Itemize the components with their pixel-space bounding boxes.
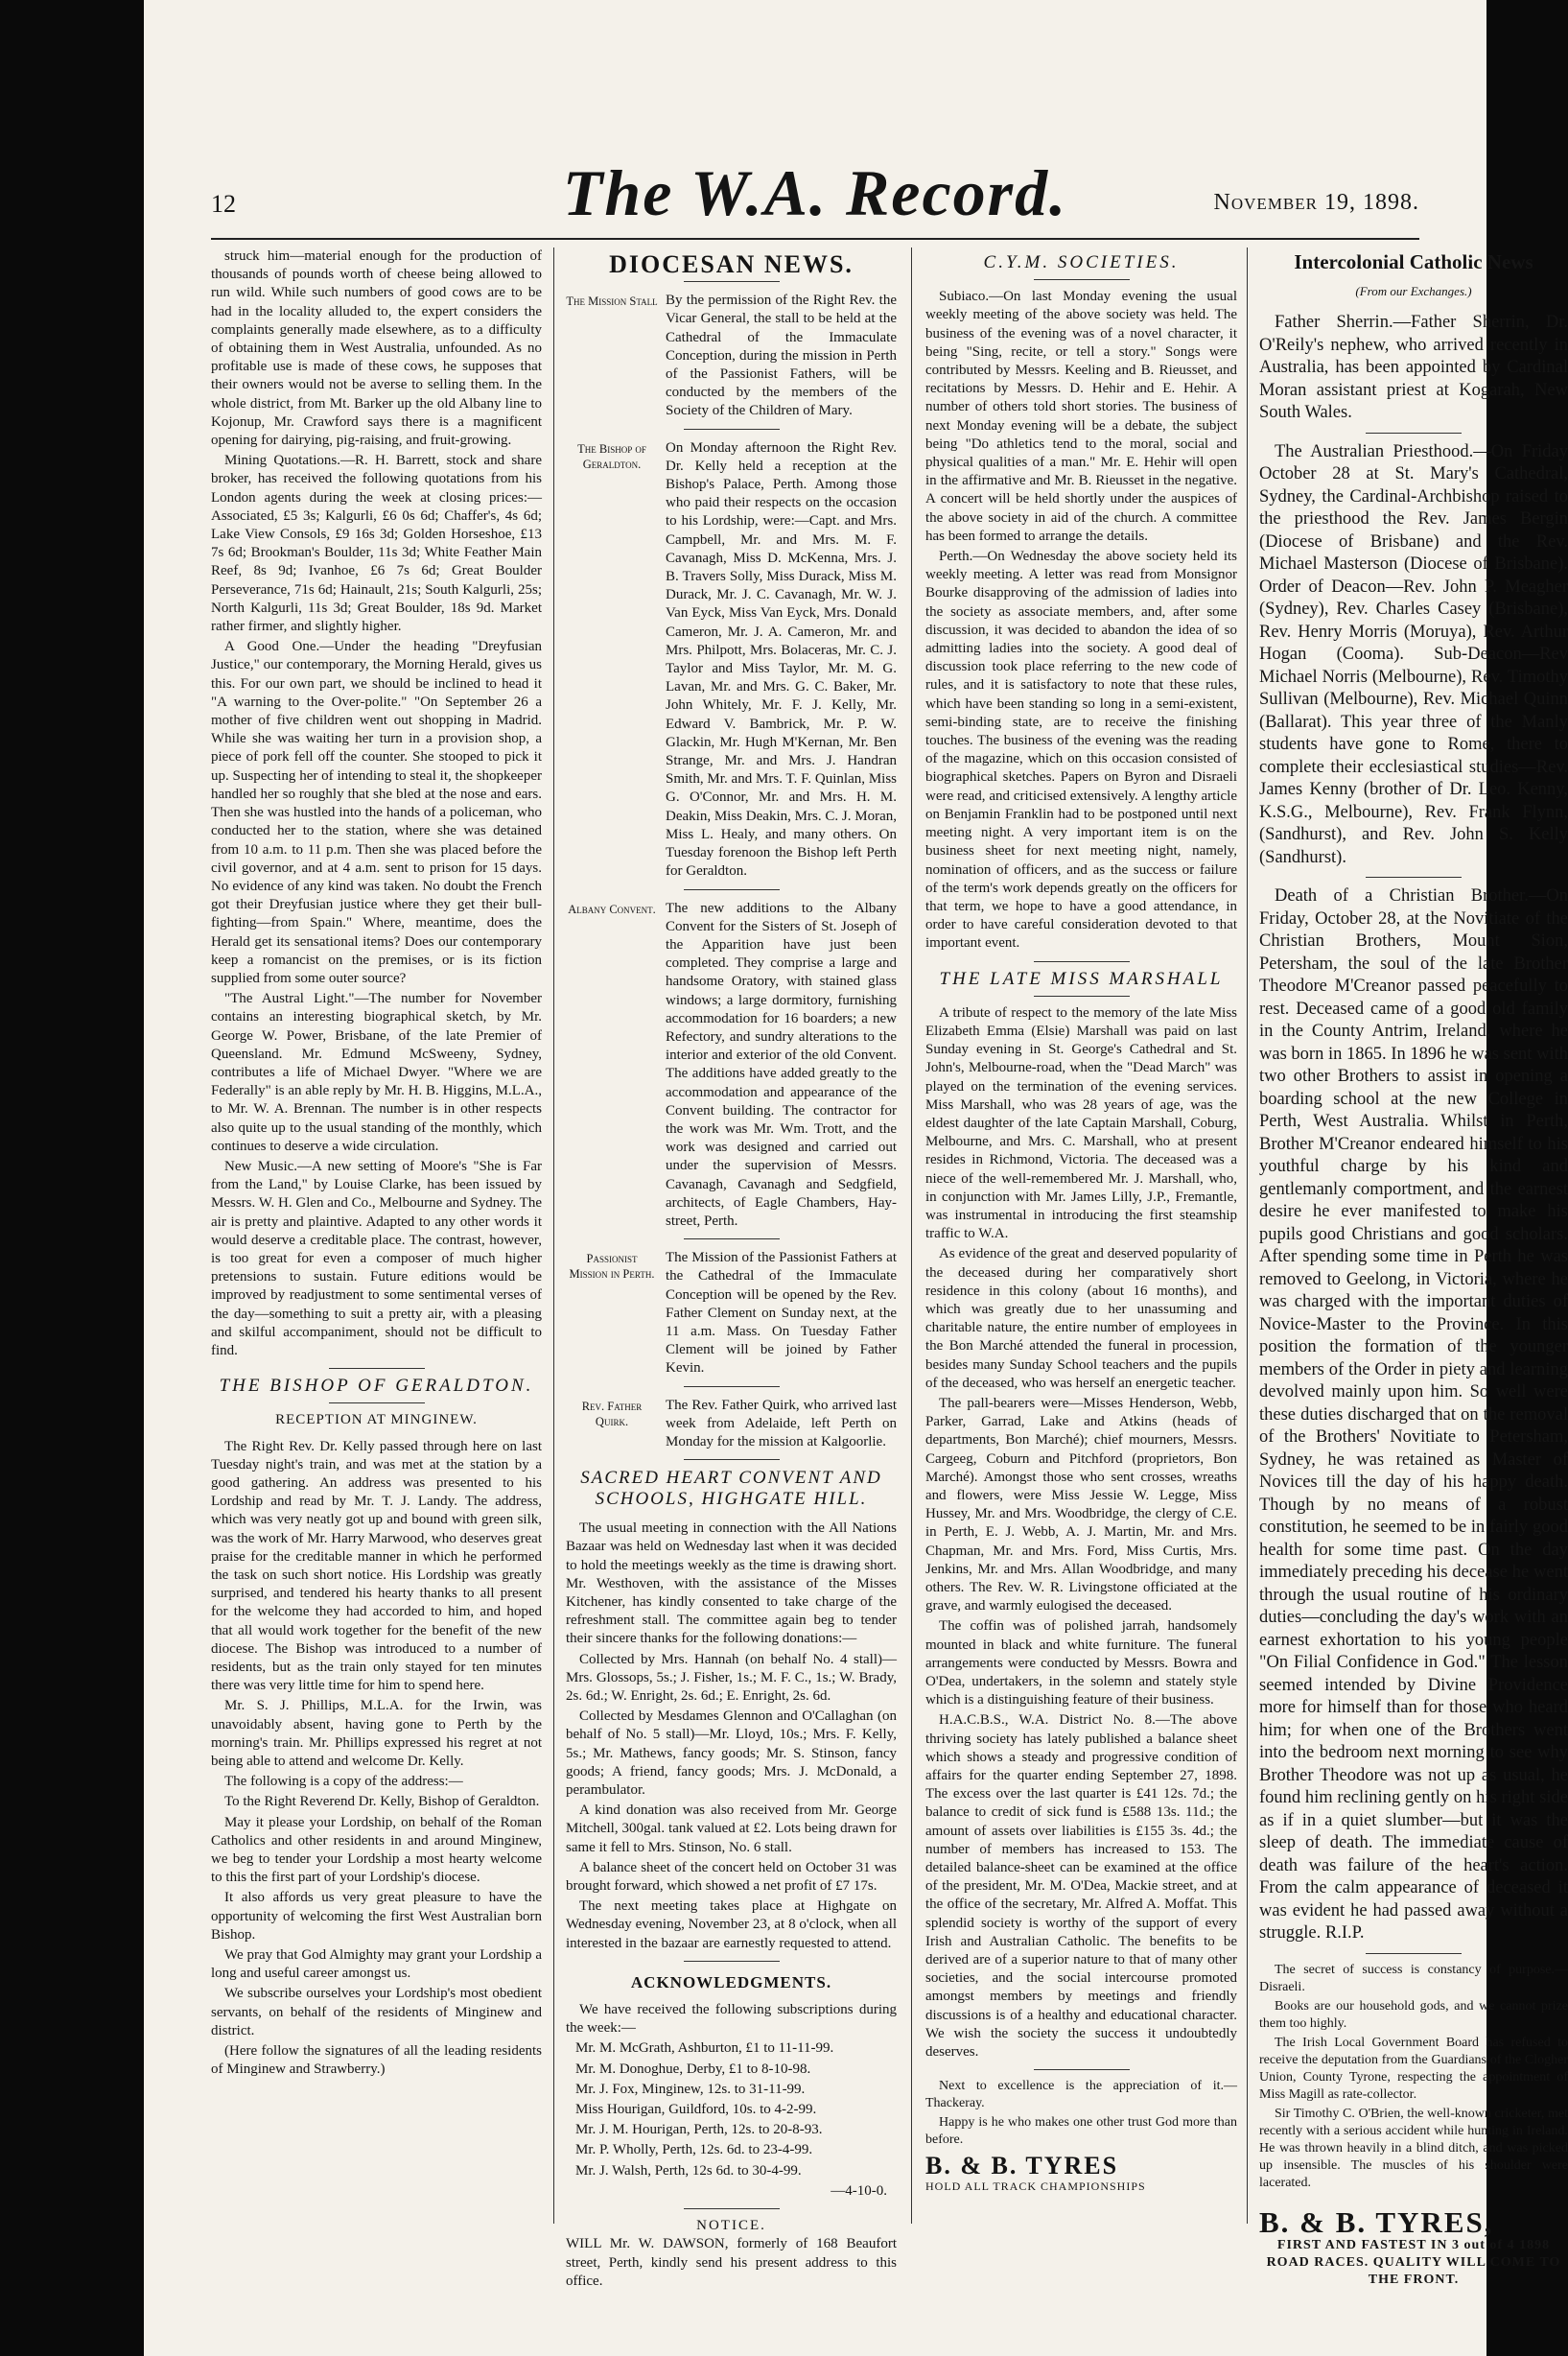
article-paragraph: A balance sheet of the concert held on October 31 was brought forward, which showed a net profit of £7 17s. <box>566 1859 897 1895</box>
ack-entry: Mr. J. Walsh, Perth, 12s 6d. to 30-4-99. <box>575 2162 802 2179</box>
news-item-label: Rev. Father Quirk. <box>581 1399 643 1428</box>
section-rule <box>684 1961 780 1962</box>
article-paragraph: The usual meeting in connection with the All Nations Bazaar was held on Wednesday last when it was decided to hold the meetings weekly as the time is drawing short. Mr. Westhoven, with the assistance of the Misses Kitchener, has kindly consented to take charge of the refreshment stall. The committee again beg to tender their sincere thanks for the following donations:— <box>566 1520 897 1647</box>
news-item-text: The new additions to the Albany Convent for the Sisters of St. Joseph of the Apparition have just been completed. They comprise a large and handsome Oratory, with stained glass windows; a large dormitory, furnishing accommodation for 16 boarders; a new Refectory, and sundry alterations to the interior and exterior of the old Convent. The additions have added greatly to the accommodation and appearance of the Convent building. The contractor for the work was Mr. Wm. Trott, and the work was designed and carried out under the supervision of Messrs. Cavanagh, Cavanagh and Sedgfield, architects, of Eagle Chambers, Hay-street, Perth. <box>666 900 897 1229</box>
section-rule <box>1366 877 1462 878</box>
issue-date: November 19, 1898. <box>1213 190 1419 215</box>
article-paragraph: The next meeting takes place at Highgate on Wednesday evening, November 23, at 8 o'clock, when all interested in the bazaar are earnestly requested to attend. <box>566 1898 897 1951</box>
section-heading: C.Y.M. SOCIETIES. <box>983 252 1180 272</box>
section-rule <box>684 2208 780 2209</box>
section-rule <box>684 281 780 282</box>
article-paragraph: Subiaco.—On last Monday evening the usual weekly meeting of the above society was held. The business of the evening was of a novel character, it being "Sing, recite, or tell a story." Songs were contributed by Messrs. Keeling and B. Rieusset, and recitations by Messrs. D. Hehir and E. Hehir. A number of others told short stories. The business of next Monday evening will be a debate, the subject being "Do athletics tend to the moral, social and physical qualities of a man." Mr. E. Hehir will open in the affirmative and Mr. B. Rieusset in the negative. A concert will be held shortly under the auspices of the above society in aid of the church. A committee has been formed to arrange the details. <box>925 289 1237 544</box>
section-rule <box>684 1238 780 1239</box>
section-rule <box>1034 996 1130 997</box>
section-heading: DIOCESAN NEWS. <box>609 250 854 278</box>
article-paragraph: "The Austral Light."—The number for November contains an interesting biographical sketch, by Mr. George W. Power, Brisbane, of the late Premier of Queensland. Mr. Edmund McSweeny, Sydney, contributes a life of Michael Dwyer. "Where we are Federally" is an able reply by Mr. H. B. Higgins, M.L.A., to Mr. W. A. Brennan. The number is in other respects also quite up to the usual standing of the monthly, which continues to deserve a wide circulation. <box>211 991 542 1154</box>
article-paragraph: The Right Rev. Dr. Kelly passed through here on last Tuesday night's train, and was met at the station by a good gathering. An address was presented to his Lordship and read by Mr. T. J. Landy. The address, which was very neatly got up and bound with green silk, was the work of Mr. Harry Marwood, who deserves great praise for the creditable manner in which he performed the task on such short notice. His Lordship was greatly surprised, and tendered his hearty thanks to all present for the welcome they had accorded to him, and hoped that all would work together for the benefit of the new diocese. The Bishop was introduced to a number of residents, but as the train only stayed for ten minutes there was very little time for him to spend here. <box>211 1438 542 1694</box>
article-paragraph: The Australian Priesthood.—On Friday October 28 at St. Mary's Cathedral, Sydney, the Cardinal-Archbishop raised to the priesthood the Rev. James Bergin (Diocese of Brisbane) and the Rev. Michael Masterson (Diocese of Brisbane). Order of Deacon—Rev. John P. Meagher (Sydney), Rev. Charles Casey (Brisbane), Rev. Henry Morris (Moruya), Rev. Arthur Hogan (Cooma). Sub-Deacon—Rev Michael Norris (Melbourne), Rev. Timothy Sullivan (Melbourne), Rev. Michael Quinn (Ballarat). This year three of the Manly students have gone to Rome, there to complete their ecclesiastical studies—Rev. James Kenny (brother of Dr. Leo. Kenny, K.S.G., Melbourne), Rev. Frank Flynn, (Sandhurst), and Rev. John S. Kelly (Sandhurst). <box>1259 441 1568 867</box>
news-item-label: Passionist Mission in Perth. <box>569 1252 655 1282</box>
article-paragraph: As evidence of the great and deserved popularity of the deceased during her comparatively short residence in this colony (about 16 months), and which was greatly due to her unassuming and charitable nature, the entire number of employees in the Bon Marché attended the funeral in procession, besides many Sunday School teachers and the pupils of the deceased, who was herself an energetic teacher. <box>925 1246 1237 1391</box>
article-paragraph: Mr. S. J. Phillips, M.L.A. for the Irwin, was unavoidably absent, having gone to Perth by the morning's train. Mr. Phillips expressed his regret at not being able to attend and welcome Dr. Kelly. <box>211 1698 542 1770</box>
news-item <box>566 1397 897 1452</box>
news-item-text: The Mission of the Passionist Fathers at the Cathedral of the Immaculate Conception will be opened by the Rev. Father Clement on Sunday next, at the 11 a.m. Mass. On Tuesday Father Clement will be joined by Father Kevin. <box>666 1250 897 1377</box>
newspaper-page <box>144 0 1568 2356</box>
advert-title: B. & B. TYRES <box>925 2152 1119 2180</box>
article-paragraph: A tribute of respect to the memory of the late Miss Elizabeth Emma (Elsie) Marshall was paid on last Sunday evening in St. George's Cathedral and St. John's, Melbourne-road, when the "Dead March" was played on the termination of the evening services. Miss Marshall, who was 28 years of age, was the eldest daughter of the late Captain Marshall, Coburg, Melbourne, and Mrs. C. Marshall, who at present resides in Richmond, Victoria. The deceased was a niece of the well-remembered Mr. J. Marshall, who, in conjunction with Mr. James Lilly, J.P., Fremantle, was instrumental in introducing the first steamship traffic to W.A. <box>925 1004 1237 1242</box>
article-paragraph: The pall-bearers were—Misses Henderson, Webb, Parker, Garrad, Lake and Atkins (heads of departments, Bon Marché); chief mourners, Messrs. Cargeeg, Coburn and Pitchford (proprietors, Bon Marché). Amongst those who sent crosses, wreaths and flowers, were Miss Jessie W. Legge, Miss Hussey, Mr. and Mrs. Woodbridge, the clergy of C.E. in Perth, E. J. Webb, A. J. Martin, Mr. and Mrs. Chapman, Mr. and Mrs. Ford, Miss Curtis, Mrs. Jenkins, Mr. and Mrs. Allan Woodbridge, and many others. The Rev. W. R. Livingstone officiated at the grave, and warmly eulogised the deceased. <box>925 1395 1237 1614</box>
article-paragraph: A kind donation was also received from Mr. George Mitchell, 300gal. tank valued at £2. Lots being drawn for same it fell to Mrs. Stinson, No. 6 stall. <box>566 1802 897 1855</box>
article-paragraph: struck him—material enough for the production of thousands of pounds worth of cheese being allowed to run wild. While such numbers of good cows are to be had in the locality alluded to, the expert considers the complaints generally made elsewhere, as to a difficulty of obtaining them in West Australia, unfounded. As no profitable use is made of these cows, he supposes that their owners would not be averse to selling them. In the whole district, from Mt. Barker up the old Albany line to Kojonup, Mr. Crawford says there is a magnificent opening for dairying, pig-raising, and fruit-growing. <box>211 248 542 449</box>
quote: Happy is he who makes one other trust God more than before. <box>925 2115 1237 2148</box>
section-rule <box>1034 279 1130 280</box>
section-rule <box>329 1368 425 1369</box>
section-rule <box>684 1459 780 1460</box>
small-item: Sir Timothy C. O'Brien, the well-known cricketer, met recently with a serious accident while hunting in Ireland. He was thrown heavily in a blind ditch, and was picked up insensible. The muscles of his shoulder were lacerated. <box>1259 2106 1568 2190</box>
article-paragraph: A Good One.—Under the heading "Dreyfusian Justice," our contemporary, the Morning Herald, gives us this. For our own part, we should be inclined to head it "A warning to the Over-polite." "On September 26 a mother of five children went out shopping in Madrid. While she was waiting her turn in a provision shop, a piece of pork fell off the counter. She stooped to pick it up. Suspecting her of intending to steal it, the shopkeeper handled her so roughly that she bled at the nose and ears. Then she was hustled into the hands of a policeman, who conducted her to the station, where she was detained from 10 a.m. to 11 p.m. Then she was placed before the civil governor, and at 4 a.m. sent to prison for 15 days. No evidence of any kind was taken. No doubt the French got their Dreyfusian justice where they get their bull-fighting—from Spain." Where, meantime, does the Herald get its sensational items? Does our contemporary keep a romancist on the premises, or is its fiction supplied from some outer source? <box>211 639 542 986</box>
notice-box <box>566 2217 897 2291</box>
article-paragraph: The following is a copy of the address:— <box>224 1774 463 1790</box>
section-heading: ACKNOWLEDGMENTS. <box>630 1972 832 1991</box>
article-paragraph: It also affords us very great pleasure to have the opportunity of welcoming the first West Australian born Bishop. <box>211 1890 542 1943</box>
article-paragraph: The coffin was of polished jarrah, handsomely mounted in black and white furniture. The funeral arrangements were conducted by Messrs. Bowra and O'Dea, undertakers, in the solemn and stately style which is a distinguishing feature of their business. <box>925 1618 1237 1708</box>
section-rule <box>684 1386 780 1387</box>
article-paragraph: Collected by Mrs. Hannah (on behalf No. 4 stall)—Mrs. Glossops, 5s.; J. Fisher, 1s.; M. F. C., 1s.; W. Brady, 2s. 6d.; W. Enright, 2s. 6d.; E. Enright, 2s. 6d. <box>566 1651 897 1705</box>
header-rule <box>211 238 1419 240</box>
article-paragraph: We subscribe ourselves your Lordship's most obedient servants, on behalf of the residents of Minginew and district. <box>211 1986 542 2038</box>
ack-entry: Mr. J. M. Hourigan, Perth, 12s. to 20-8-93. <box>575 2122 823 2138</box>
article-paragraph: Death of a Christian Brother.—On Friday, October 28, at the Novitiate of the Christian Brothers, Mount Sion, Petersham, the soul of the late Brother Theodore M'Creanor passed peacefully to rest. Deceased came of a good old family in the County Antrim, Ireland, where he was born in 1865. In 1896 he was sent with two other Brothers to assist in opening a boarding school at the new College in Perth, West Australia. Whilst in Perth, Brother M'Creanor endeared himself to his youthful charge by his kind and gentlemanly comportment, and the earnest desire he ever manifested to make his pupils good Christians and good scholars. After spending some time in Perth he was removed to Geelong, in Victoria, where he was charged with the important duties of Novice-Master to the Province. In this position the formation of the younger members of the Order in piety and learning devolved mainly upon him. So well were these duties discharged that on the removal of the Brothers' Novitiate to Petersham, Sydney, he was retained as Master of Novices till the day of his happy death. Though by no means of a robust constitution, he seemed to be in fairly good health for some time past. On the day immediately preceding his decease he went through the usual routine of his ordinary duties—concluding the day's work with an earnest exhortation to his young people "On Filial Confidence in God." The lesson seemed intended by Divine Providence more for himself than for those who heard him; for when one of the Brothers went into the bedroom next morning to see why Brother Theodore was not up as usual, he found him reclining gently on his right side as if in a quiet slumber—but it was the sleep of death. The immediate cause of death was failure of the heart's action. From the calm appearance of deceased it was evident he had passed away without a struggle. R.I.P. <box>1259 886 1568 1943</box>
article-paragraph: New Music.—A new setting of Moore's "She is Far from the Land," by Louise Clarke, has been issued by Messrs. W. H. Glen and Co., Melbourne and Sydney. The air is pretty and plaintive. Adapted to any other words it would deserve a creditable place. The contrast, however, is too great for even a composer of much higher pretensions to sustain. Future editions would be improved by readjustment to some sentimental verses of the day—something to suit a pretty air, with a pleasing and skilful accompaniment, should not be difficult to find. <box>211 1158 542 1358</box>
page-header <box>211 156 1419 230</box>
section-rule <box>684 889 780 890</box>
notice-text: WILL Mr. W. DAWSON, formerly of 168 Beaufort street, Perth, kindly send his present address to this office. <box>566 2236 897 2289</box>
column-3 <box>925 247 1237 2196</box>
section-rule <box>1034 2069 1130 2070</box>
column-1 <box>211 247 542 2082</box>
column-divider <box>1247 247 1248 2224</box>
section-rule <box>1366 433 1462 434</box>
ack-entry: Mr. M. Donoghue, Derby, £1 to 8-10-98. <box>575 2061 811 2077</box>
ack-signature: —4-10-0. <box>831 2182 887 2199</box>
ack-entry: Mr. M. McGrath, Ashburton, £1 to 11-11-99. <box>575 2040 834 2057</box>
section-heading: THE LATE MISS MARSHALL <box>939 968 1224 989</box>
news-item-text: By the permission of the Right Rev. the Vicar General, the stall to be held at the Cathedral of the Immaculate Conception, during the mission in Perth of the Passionist Fathers, will be conducted by the members of the Society of the Children of Mary. <box>666 293 897 419</box>
small-item: Books are our household gods, and we cannot prize them too highly. <box>1259 1998 1568 2031</box>
article-paragraph: Perth.—On Wednesday the above society held its weekly meeting. A letter was read from Monsignor Bourke disapproving of the admission of ladies into the society as associate members, and, after some discussion, it was decided to abandon the idea of so admitting ladies into the society. A good deal of discussion took place referring to the new code of rules, and it is satisfactory to note that these rules, which have been standing so long in a semi-existent, semi-binding state, are to receive the finishing touches. The business of the evening was the reading of the magazine, which on this occasion consisted of biographical sketches. Papers on Byron and Disraeli were read, and criticised extensively. A lengthy article on Benjamin Franklin had to be postponed until next meeting night. A very important item is on the business sheet for next meeting night, namely, nomination of officers, and as the success or failure of the term's work depends greatly on the officers for that term, we hope to have a good attendance, in order to have careful consideration devoted to that important event. <box>925 549 1237 952</box>
article-paragraph: Father Sherrin.—Father Sherrin, Dr. O'Reily's nephew, who arrived recently in Australia, has been appointed by Cardinal Moran assistant priest at Kogarah, New South Wales. <box>1259 313 1568 422</box>
news-item-label: Albany Convent. <box>568 902 656 916</box>
article-paragraph: (Here follow the signatures of all the leading residents of Minginew and Strawberry.) <box>211 2043 542 2078</box>
article-paragraph: Mining Quotations.—R. H. Barrett, stock and share broker, has received the following quotations from his London agents during the week at closing prices:—Associated, £5 3s; Kalgurli, £6 0s 6d; Chaffer's, 4s 6d; Lake View Consols, £9 16s 3d; Golden Horseshoe, £13 7s 6d; Brookman's Boulder, 11s 3d; White Feather Main Reef, 8s 9d; Ivanhoe, £6 7s 6d; Great Boulder Perseverance, 71s 6d; Hainault, 21s; South Kalgurli, 25s; North Kalgurli, 11s 3d; Great Boulder, 18s 9d. Market rather firmer, and slightly higher. <box>211 453 542 635</box>
small-item: The Irish Local Government Board has refused to receive the deputation from the Guardians of the Clogher Union, County Tyrone, respecting the appointment of Miss Magill as rate-collector. <box>1259 2035 1568 2102</box>
article-paragraph: To the Right Reverend Dr. Kelly, Bishop of Geraldton. <box>224 1794 540 1810</box>
masthead: The W.A. Record. <box>562 156 1068 229</box>
section-heading: Intercolonial Catholic News <box>1294 250 1533 273</box>
column-4 <box>1259 247 1568 2289</box>
ack-entry: Miss Hourigan, Guildford, 10s. to 4-2-99. <box>575 2102 817 2118</box>
section-rule <box>1366 1953 1462 1954</box>
notice-heading: NOTICE. <box>696 2218 766 2234</box>
section-subheading: RECEPTION AT MINGINEW. <box>275 1412 478 1428</box>
news-item-label: The Mission Stall <box>566 294 658 309</box>
news-item <box>566 292 897 420</box>
column-divider <box>553 247 554 2224</box>
advert-title: B. & B. TYRES, <box>1259 2204 1494 2239</box>
section-heading: SACRED HEART CONVENT AND SCHOOLS, HIGHGATE HILL. <box>580 1468 882 1510</box>
news-item-text: The Rev. Father Quirk, who arrived last week from Adelaide, left Perth on Monday for the mission at Kalgoorlie. <box>666 1397 897 1449</box>
advert-subtitle: HOLD ALL TRACK CHAMPIONSHIPS <box>925 2179 1146 2193</box>
ack-entry: Mr. P. Wholly, Perth, 12s. 6d. to 23-4-99. <box>575 2142 813 2158</box>
page-number: 12 <box>211 190 236 218</box>
article-paragraph: May it please your Lordship, on behalf of the Roman Catholics and other residents in and around Minginew, we beg to tender your Lordship a most hearty welcome to this the first part of your Lordship's diocese. <box>211 1814 542 1886</box>
news-item <box>566 900 897 1232</box>
advert-text: FIRST AND FASTEST IN 3 out of 4 1898 ROAD RACES. QUALITY WILL COME TO THE FRONT. <box>1266 2238 1561 2287</box>
section-rule <box>329 1402 425 1403</box>
section-subheading: (From our Exchanges.) <box>1355 283 1472 298</box>
article-paragraph: H.A.C.B.S., W.A. District No. 8.—The above thriving society has lately published a balance sheet which shows a steady and progressive condition of affairs for the quarter ending September 27, 1898. The excess over the last quarter is £41 12s. 7d.; the balance to credit of sick fund is £588 13s. 11d.; the amount of assets over liabilities is £155 3s. 4d.; the number of members has increased to 153. The detailed balance-sheet can be examined at the office of the president, Mr. M. O'Dea, Mackie street, and at the office of the secretary, Mr. Alfred A. Moffat. This splendid society is worthy of the support of every Irish and Australian Catholic. The benefits to be derived are of a superior nature to that of many other societies, and the social intercourse promoted amongst members by meetings and friendly discussions is of a healthy and educational character. We wish the society the success it undoubtedly deserves. <box>925 1712 1237 2061</box>
article-paragraph: Collected by Mesdames Glennon and O'Callaghan (on behalf of No. 5 stall)—Mr. Lloyd, 10s.; Mrs. F. Kelly, 5s.; Mr. Mathews, fancy goods; Mr. S. Stinson, fancy goods; A friend, fancy goods; Mrs. J. McDonald, a perambulator. <box>566 1708 897 1799</box>
section-rule <box>1034 961 1130 962</box>
small-item: The secret of success is constancy of purpose.—Disraeli. <box>1259 1962 1568 1994</box>
quote: Next to excellence is the appreciation of it.—Thackeray. <box>925 2079 1237 2111</box>
article-paragraph: We pray that God Almighty may grant your Lordship a long and useful career amongst us. <box>211 1947 542 1982</box>
ack-entry: Mr. J. Fox, Minginew, 12s. to 31-11-99. <box>575 2081 806 2097</box>
section-rule <box>684 429 780 430</box>
ack-intro: We have received the following subscriptions during the week:— <box>566 2002 897 2037</box>
news-item <box>566 1249 897 1378</box>
news-item-text: On Monday afternoon the Right Rev. Dr. Kelly held a reception at the Bishop's Palace, Perth. Among those who paid their respects on the occasion to his Lordship, were:—Capt. and Mrs. Campbell, Mr. and Mrs. M. F. Cavanagh, Miss D. McKenna, Mrs. J. B. Travers Solly, Miss Durack, Miss M. Durack, Mr. J. C. Cavanagh, Mr. W. J. Van Eyck, Miss Van Eyck, Mrs. Donald Cameron, Mr. J. A. Cameron, Mr. and Mrs. Philpott, Mrs. Bolaceras, Mr. C. J. Taylor and Miss Taylor, Mr. M. G. Lavan, Mr. and Mrs. G. C. Baker, Mr. John Whitely, Mr. F. J. Kelly, Mr. Edward V. Bambrick, Mr. P. W. Glackin, Mr. Hugh M'Kernan, Mr. Ben Strange, Mr. and Mrs. J. Handran Smith, Mr. and Mrs. T. F. Quinlan, Miss G. O'Connor, Mr. and Mrs. H. M. Deakin, Miss Deakin, Mrs. C. J. Moran, Miss L. Healy, and many others. On Tuesday forenoon the Bishop left Perth for Geraldton. <box>666 439 897 880</box>
news-item <box>566 439 897 882</box>
column-2 <box>566 247 897 2293</box>
column-divider <box>911 247 912 2224</box>
news-item-label: The Bishop of Geraldton. <box>577 441 646 471</box>
section-heading: THE BISHOP OF GERALDTON. <box>219 1376 534 1397</box>
